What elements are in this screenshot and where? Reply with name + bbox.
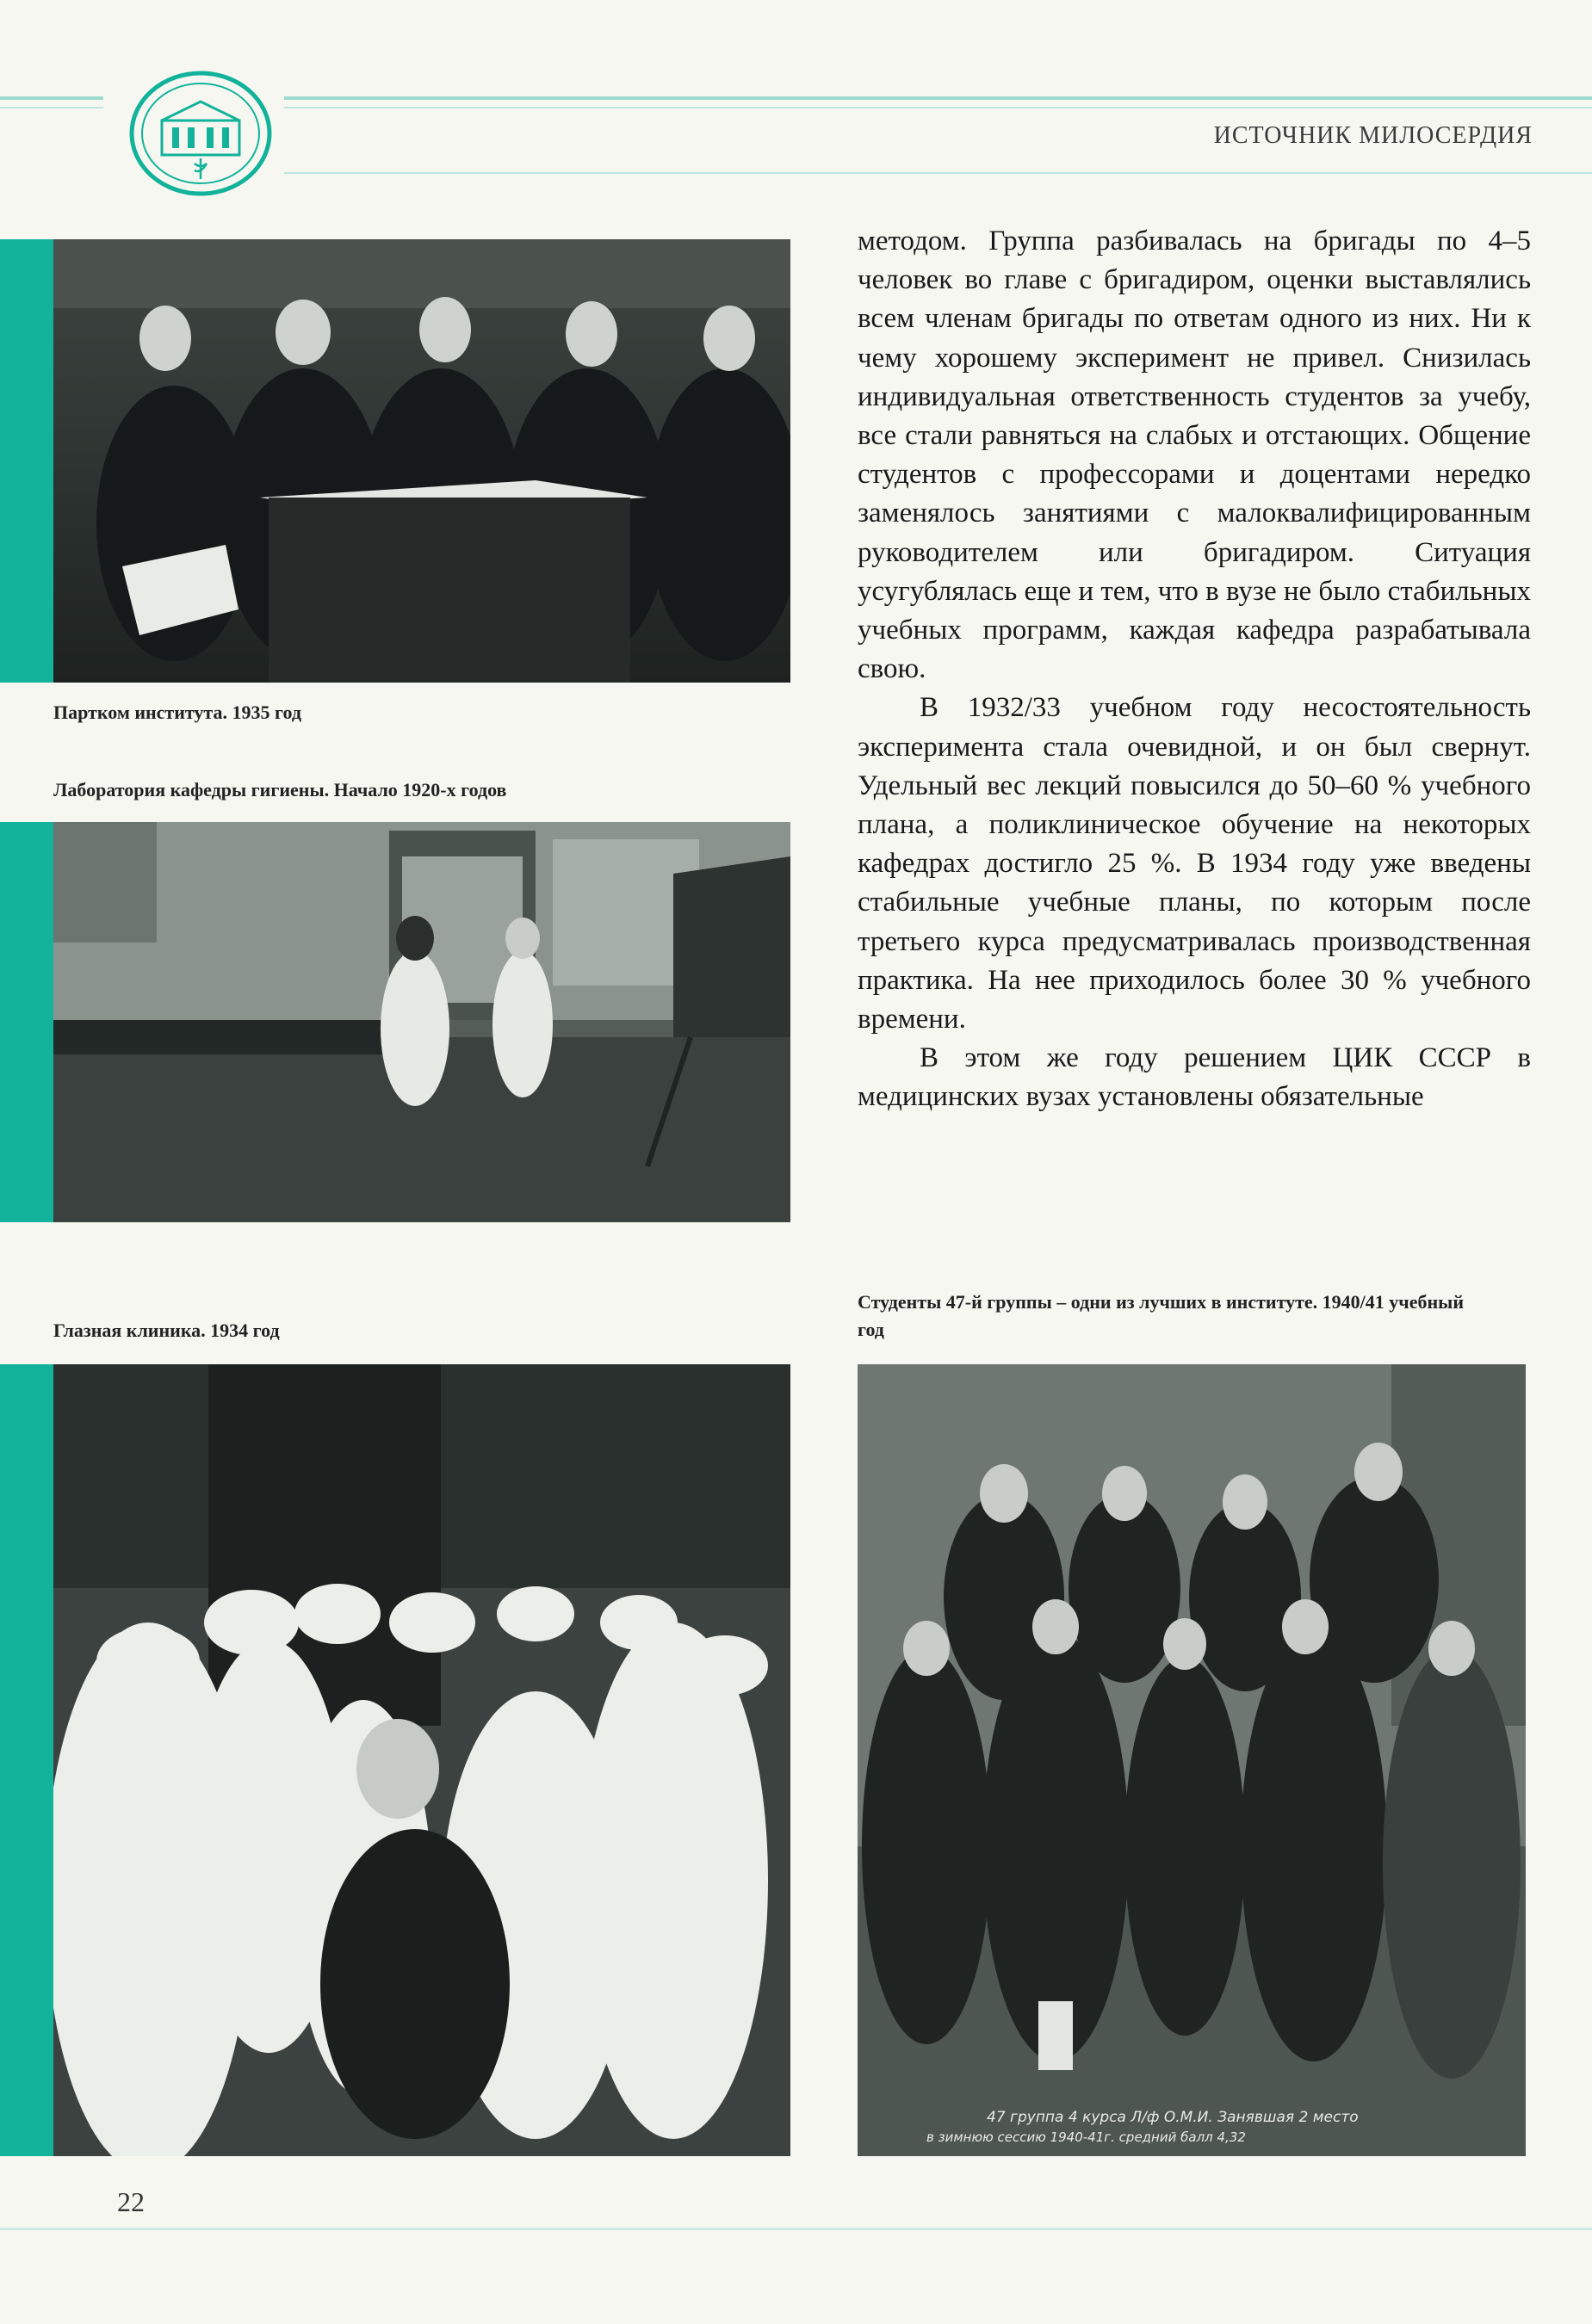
header-rule-left [0, 96, 103, 100]
photo-inscription-line-2: в зимнюю сессию 1940-41г. средний балл 4,32 [926, 2129, 1246, 2145]
page-number: 22 [117, 2186, 145, 2217]
eye-clinic-photo [53, 1364, 790, 2156]
body-paragraph-1: методом. Группа разбивалась на бригады по 4–5 человек во главе с бригадиром, оценки выставлялись всем членам бригады по ответам одного из них. Ни к чему хорошему эксперимент не привел. Снизилась индивидуальная ответственность студентов за учебу, все стали равняться на слабых и отстающих. Общение студентов с профессорами и доцентами нередко заменялось занятиями с малоквалифицированным руководителем или бригадиром. Ситуация усугублялась еще и тем, что в вузе не было стабильных учебных программ, каждая кафедра разрабатывала свою. [858, 226, 1532, 685]
header-rule-right [284, 96, 1592, 100]
header-rule-left-2 [0, 107, 103, 108]
hygiene-lab-photo [53, 822, 790, 1222]
header-rule-right-2 [284, 107, 1592, 108]
body-paragraph-2: В 1932/33 учебном году несостоятельность эксперимента стала очевидной, и он был свернут. Удельный вес лекций повысился до 50–60 % учебного плана, а поликлиническое обучение на некоторых кафедрах достигло 25 %. В 1934 году уже введены стабильные учебные планы, по которым после третьего курса предусматривалась производственная практика. На нее приходилось более 30 % учебного времени. [858, 692, 1531, 1035]
students-group-photo [858, 1364, 1526, 2156]
header-rule-right-3 [284, 172, 1592, 174]
institute-emblem-icon [127, 69, 274, 198]
running-title: ИСТОЧНИК МИЛОСЕРДИЯ [1213, 122, 1533, 149]
footer-rule [0, 2228, 1592, 2230]
accent-tab-bottom [0, 1364, 53, 2156]
caption-students-group: Студенты 47-й группы – одни из лучших в институте. 1940/41 учебный год [858, 1291, 1464, 1340]
accent-tab-top [0, 239, 53, 683]
caption-eye-clinic: Глазная клиника. 1934 год [53, 1320, 280, 1341]
caption-hygiene-lab: Лаборатория кафедры гигиены. Начало 1920-х годов [53, 779, 507, 800]
party-committee-photo [53, 239, 790, 683]
body-text [858, 222, 1531, 1117]
accent-tab-middle [0, 822, 53, 1222]
caption-party-committee: Партком института. 1935 год [53, 702, 301, 723]
body-paragraph-3: В этом же году решением ЦИК СССР в медицинских вузах установлены обязательные [858, 1042, 1531, 1113]
photo-inscription-line-1: 47 группа 4 курса Л/ф О.М.И. Занявшая 2 место [987, 2109, 1359, 2126]
